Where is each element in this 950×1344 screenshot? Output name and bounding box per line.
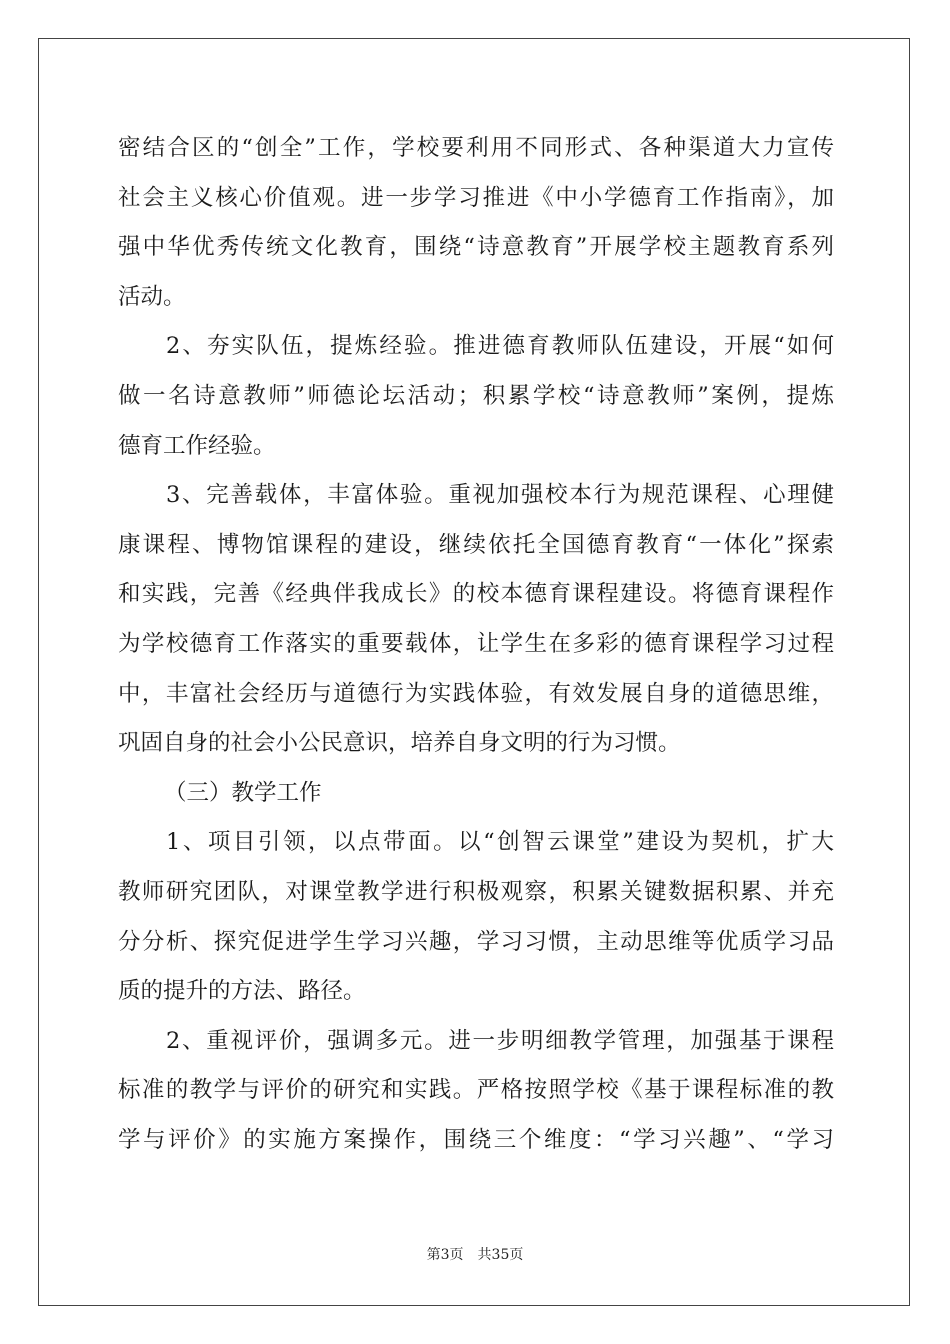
body-line: 教师研究团队，对课堂教学进行积极观察，积累关键数据积累、并充 [118, 878, 834, 905]
paragraph-start-line: 3、完善载体，丰富体验。重视加强校本行为规范课程、心理健 [166, 482, 834, 509]
paragraph-start-line: 2、重视评价，强调多元。进一步明细教学管理，加强基于课程 [166, 1027, 834, 1054]
body-line: 社会主义核心价值观。进一步学习推进《中小学德育工作指南》，加 [118, 184, 834, 211]
body-line: 质的提升的方法、路径。 [118, 978, 366, 1005]
body-line: 标准的教学与评价的研究和实践。严格按照学校《基于课程标准的教 [118, 1077, 834, 1104]
document-body [118, 124, 834, 1165]
body-line: 巩固自身的社会小公民意识，培养自身文明的行为习惯。 [118, 730, 681, 757]
body-line: 分分析、探究促进学生学习兴趣，学习习惯，主动思维等优质学习品 [118, 928, 834, 955]
paragraph-start-line: 2、夯实队伍，提炼经验。推进德育教师队伍建设，开展“如何 [166, 333, 834, 360]
body-line: 为学校德育工作落实的重要载体，让学生在多彩的德育课程学习过程 [118, 630, 834, 657]
body-line: 强中华优秀传统文化教育，围绕“诗意教育”开展学校主题教育系列 [118, 234, 834, 261]
page-number-footer: 第3页 共35页 [426, 1247, 524, 1263]
body-line: 做一名诗意教师”师德论坛活动；积累学校“诗意教师”案例，提炼 [118, 382, 834, 409]
body-line: 中，丰富社会经历与道德行为实践体验，有效发展自身的道德思维， [118, 680, 834, 707]
body-line: 康课程、博物馆课程的建设，继续依托全国德育教育“一体化”探索 [118, 531, 834, 558]
body-line: 和实践，完善《经典伴我成长》的校本德育课程建设。将德育课程作 [118, 581, 834, 608]
section-heading: （三）教学工作 [164, 779, 322, 806]
body-line: 学与评价》的实施方案操作，围绕三个维度：“学习兴趣”、“学习 [118, 1126, 834, 1153]
body-line: 密结合区的“创全”工作，学校要利用不同形式、各种渠道大力宣传 [118, 135, 834, 161]
paragraph-start-line: 1、项目引领，以点带面。以“创智云课堂”建设为契机，扩大 [166, 829, 834, 856]
body-line: 活动。 [118, 283, 186, 310]
body-line: 德育工作经验。 [118, 432, 276, 459]
